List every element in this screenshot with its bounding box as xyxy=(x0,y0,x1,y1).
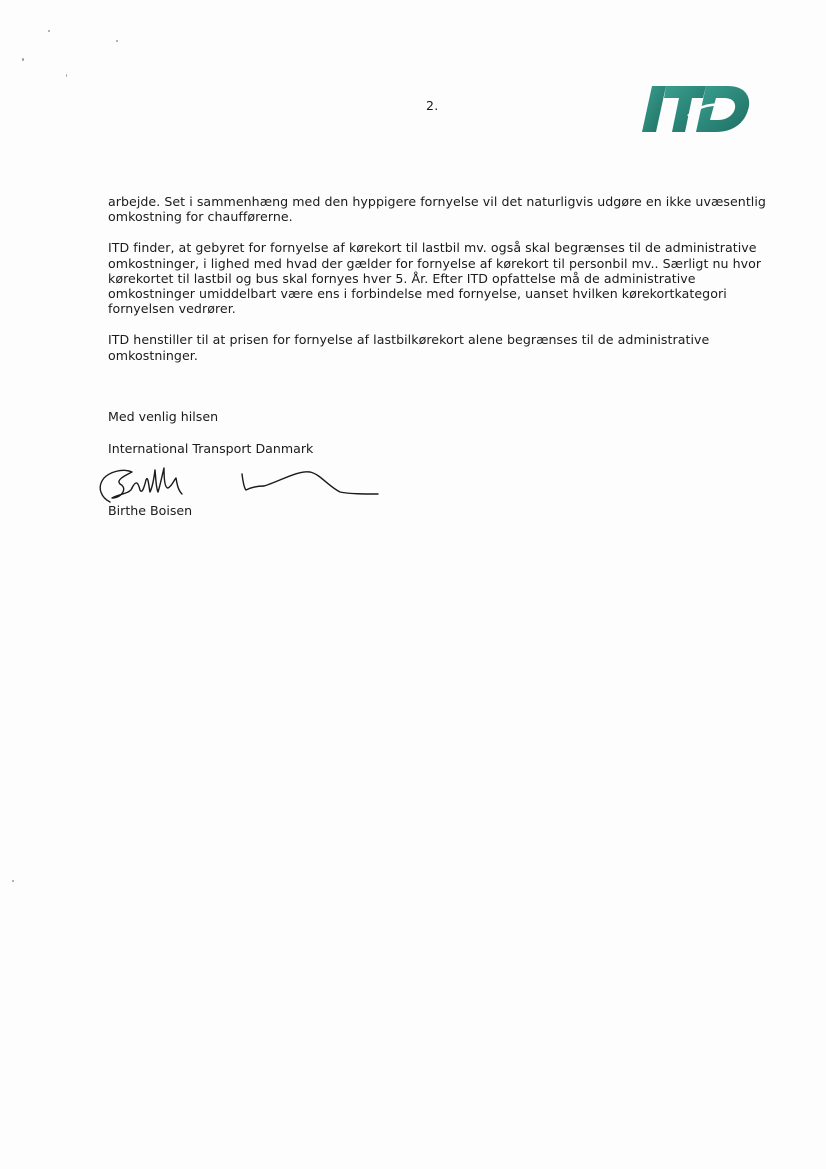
itd-logo xyxy=(636,80,752,138)
scan-speck xyxy=(12,880,14,882)
sender-organization: International Transport Danmark xyxy=(108,441,314,456)
paragraph-2: ITD finder, at gebyret for fornyelse af kørekort til lastbil mv. også skal begrænses til de administrative omkostninger, i lighed med hvad der gælder for fornyelse af kørekort til personbil mv.. Særligt nu hvor kørekortet til lastbil og bus skal fornyes hver 5. År. Efter ITD opfattelse må de administrative omkostninger umiddelbart være ens i forbindelse med fornyelse, uanset hvilken kørekortkategori fornyelsen vedrører. xyxy=(108,240,762,317)
paragraph-3: ITD henstiller til at prisen for fornyelse af lastbilkørekort alene begrænses til de administrative omkostninger. xyxy=(108,332,710,363)
scan-speck xyxy=(22,58,24,61)
page-number: 2. xyxy=(426,98,439,113)
closing-greeting: Med venlig hilsen xyxy=(108,409,219,424)
scan-speck xyxy=(48,30,50,32)
paragraph-1: arbejde. Set i sammenhæng med den hyppigere fornyelse vil det naturligvis udgøre en ikke uvæsentlig omkostning for chaufførerne. xyxy=(108,194,766,225)
scan-speck xyxy=(66,74,67,77)
signer-name: Birthe Boisen xyxy=(108,503,193,518)
scan-speck xyxy=(116,40,118,42)
letter-body xyxy=(108,194,768,363)
